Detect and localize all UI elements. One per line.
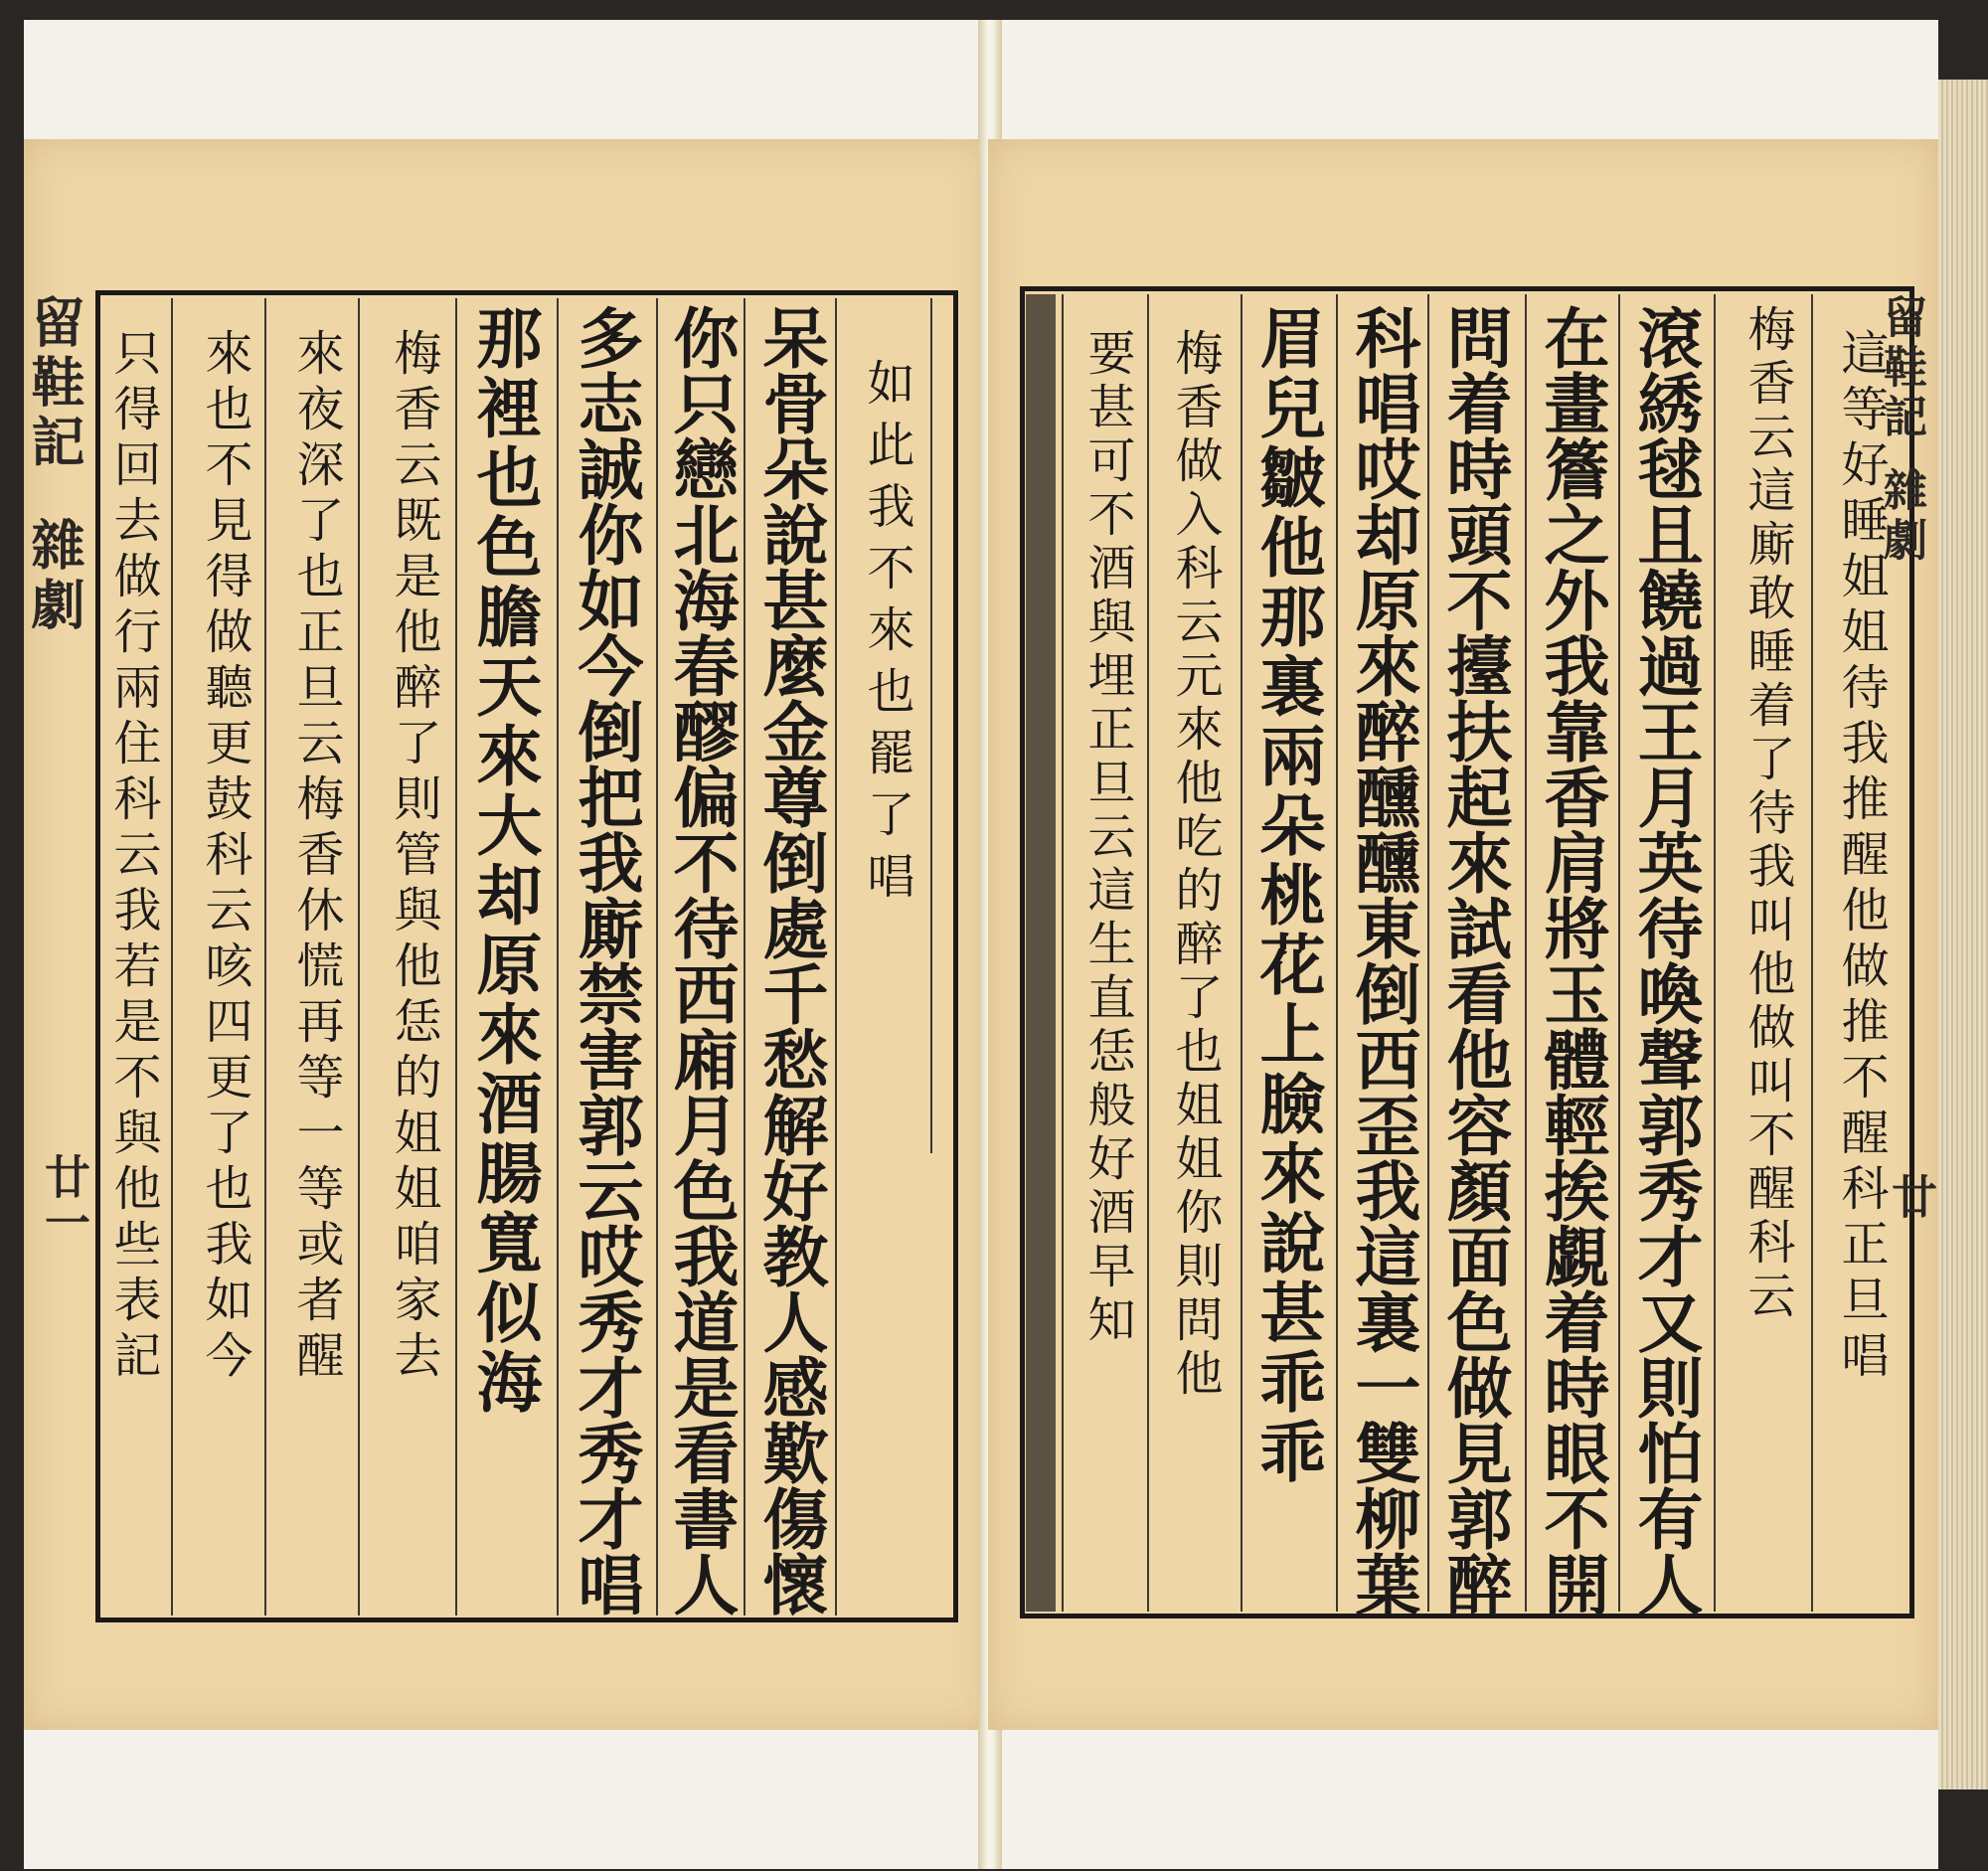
left-column-8: 來也不見得做聽更鼓科云咳四更了也我如今 xyxy=(197,328,252,1386)
left-column-5: 那裡也色膽天來大却原來酒腸寬似海 xyxy=(465,304,543,1418)
left-column-2: 呆骨朵說甚麼金尊倒處千愁解好教人感歎傷懷 xyxy=(751,304,829,1616)
column-rule xyxy=(1811,294,1813,1612)
column-rule xyxy=(930,298,932,1153)
right-column-3: 滾綉毬且饒過王月英待喚聲郭秀才又則怕有人 xyxy=(1626,304,1704,1616)
column-rule xyxy=(1241,294,1242,1612)
column-rule xyxy=(171,298,173,1616)
right-column-2: 梅香云這廝敢睡着了待我叫他做叫不醒科云 xyxy=(1740,304,1795,1324)
left-margin-section: 雜劇 xyxy=(23,517,86,636)
left-column-4: 多志誠你如今倒把我廝禁害郭云哎秀才秀才唱 xyxy=(567,304,644,1616)
right-column-6: 科唱哎却原來醉醺醺東倒西歪我這裏一雙柳葉 xyxy=(1344,304,1421,1616)
column-rule xyxy=(1427,294,1429,1612)
column-rule xyxy=(656,298,658,1616)
left-margin-title: 留鞋記 xyxy=(23,294,86,473)
top-margin-right xyxy=(994,20,1938,149)
column-rule xyxy=(1618,294,1620,1612)
top-margin-left xyxy=(24,20,978,149)
bottom-margin-left xyxy=(24,1720,978,1869)
column-rule xyxy=(1062,294,1064,1612)
left-folio: 廿一 xyxy=(38,1153,91,1245)
column-rule xyxy=(835,298,837,1616)
left-column-1: 如此我不來也罷了唱 xyxy=(859,358,914,913)
right-folio: 廿 xyxy=(1885,1173,1938,1219)
right-column-7: 眉兒皺他那裏兩朵桃花上臉來說甚乖乖 xyxy=(1248,304,1326,1487)
right-column-4: 在畫簷之外我靠香肩將玉體輕挨覷着時眼不開 xyxy=(1533,304,1610,1616)
left-column-3: 你只戀北海春醪偏不待西廂月色我道是看書人 xyxy=(662,304,740,1616)
column-rule xyxy=(744,298,746,1616)
column-rule xyxy=(557,298,559,1616)
column-rule xyxy=(1525,294,1527,1612)
fishtail-band xyxy=(1026,294,1056,1612)
column-rule xyxy=(1147,294,1149,1612)
right-column-1: 這等好睡姐姐待我推醒他做推不醒科正旦唱 xyxy=(1833,328,1889,1386)
bottom-margin-right xyxy=(994,1720,1938,1869)
column-rule xyxy=(1714,294,1716,1612)
column-rule xyxy=(1336,294,1338,1612)
left-column-6: 梅香云既是他醉了則管與他恁的姐姐咱家去 xyxy=(386,328,441,1386)
right-column-5: 問着時頭不擡扶起來試看他容顏面色做見郭醉 xyxy=(1435,304,1513,1616)
right-column-9: 要甚可不酒與埋正旦云這生直恁般好酒早知 xyxy=(1079,328,1135,1348)
right-margin-section: 雜劇 xyxy=(1876,467,1926,567)
column-rule xyxy=(358,298,360,1616)
page-edges xyxy=(1938,80,1988,1789)
right-margin-title: 留鞋記 xyxy=(1876,294,1926,443)
column-rule xyxy=(264,298,266,1616)
left-column-7: 來夜深了也正旦云梅香休慌再等一等或者醒 xyxy=(288,328,344,1386)
right-column-8: 梅香做入科云元來他吃的醉了也姐姐你則問他 xyxy=(1167,328,1223,1402)
column-rule xyxy=(455,298,457,1616)
left-column-9: 只得回去做行兩住科云我若是不與他些表記 xyxy=(105,328,161,1386)
